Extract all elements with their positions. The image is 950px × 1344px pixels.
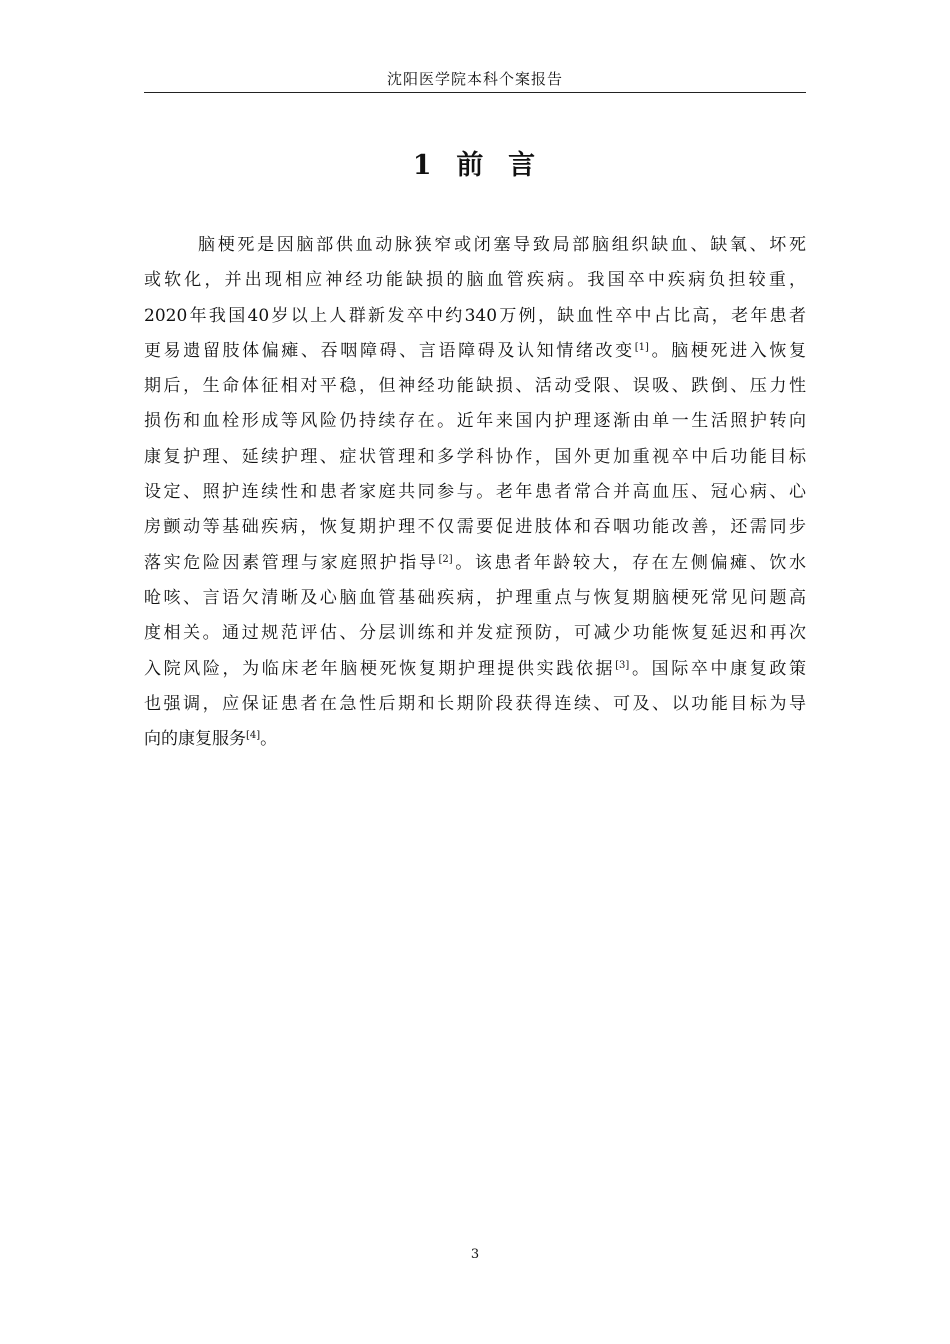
text-line: 损伤和血栓形成等风险仍持续存在。近年来国内护理逐渐由单一生活照护转向	[144, 411, 806, 432]
text-line: 入院风险，为临床老年脑梗死恢复期护理提供实践依据[3]。国际卒中康复政策	[144, 658, 807, 679]
text-line: 期后，生命体征相对平稳，但神经功能缺损、活动受限、误吸、跌倒、压力性	[144, 376, 806, 397]
text-line: 设定、照护连续性和患者家庭共同参与。老年患者常合并高血压、冠心病、心	[144, 482, 806, 503]
text-line: 度相关。通过规范评估、分层训练和并发症预防，可减少功能恢复延迟和再次	[144, 623, 806, 644]
text-line: 康复护理、延续护理、症状管理和多学科协作，国外更加重视卒中后功能目标	[144, 446, 806, 467]
citation-2: [2]	[438, 553, 453, 565]
citation-1: [1]	[634, 341, 649, 353]
body-paragraph	[144, 228, 806, 757]
text-line: 向的康复服务[4]。	[144, 729, 278, 750]
page-header: 沈阳医学院本科个案报告	[144, 66, 806, 93]
text-line: 也强调，应保证患者在急性后期和长期阶段获得连续、可及、以功能目标为导	[144, 693, 806, 714]
section-title: 1 前 言	[412, 150, 538, 181]
text-line: 2020年我国40岁以上人群新发卒中约340万例，缺血性卒中占比高，老年患者	[144, 305, 806, 326]
citation-4: [4]	[246, 730, 261, 742]
citation-3: [3]	[615, 659, 630, 671]
text-line: 呛咳、言语欠清晰及心脑血管基础疾病，护理重点与恢复期脑梗死常见问题高	[144, 587, 806, 608]
text-line: 落实危险因素管理与家庭照护指导[2]。该患者年龄较大，存在左侧偏瘫、饮水	[144, 552, 807, 573]
text-line: 脑梗死是因脑部供血动脉狭窄或闭塞导致局部脑组织缺血、缺氧、坏死	[198, 235, 806, 255]
text-line: 或软化，并出现相应神经功能缺损的脑血管疾病。我国卒中疾病负担较重，	[144, 270, 806, 291]
text-line: 房颤动等基础疾病，恢复期护理不仅需要促进肢体和吞咽功能改善，还需同步	[144, 517, 806, 538]
page-number: 3	[470, 1247, 480, 1262]
text-line: 更易遗留肢体偏瘫、吞咽障碍、言语障碍及认知情绪改变[1]。脑梗死进入恢复	[144, 340, 807, 361]
